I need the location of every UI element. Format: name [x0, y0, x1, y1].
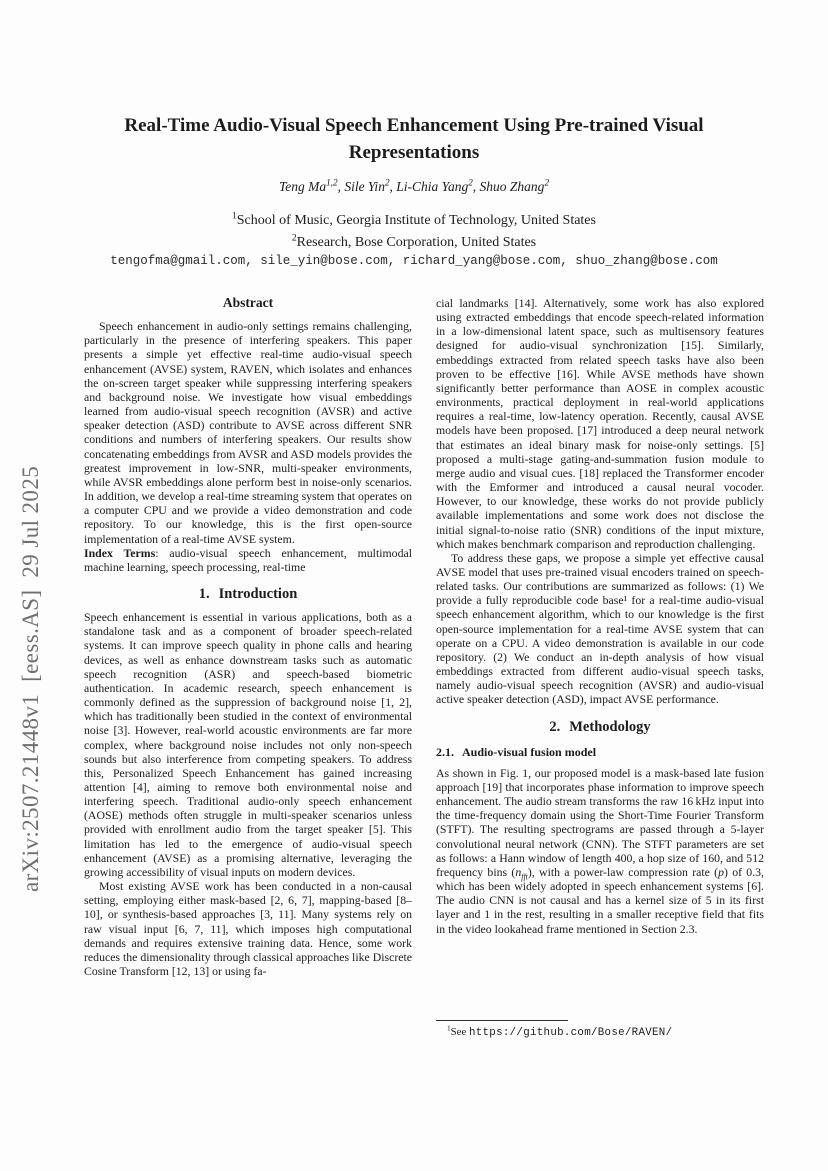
- index-terms-label: Index Terms: [84, 545, 156, 560]
- footnote: [436, 1020, 764, 1040]
- intro-heading-label: Introduction: [218, 585, 298, 602]
- fusion-model-subheading-label: Audio-visual fusion model: [462, 744, 597, 759]
- methodology-heading-label: Methodology: [569, 718, 651, 735]
- title-line-1: Real-Time Audio-Visual Speech Enhancement Using Pre-trained Visual: [124, 115, 704, 136]
- two-column-body: [84, 296, 764, 978]
- emails-line: tengofma@gmail.com, sile_yin@bose.com, richard_yang@bose.com, shuo_zhang@bose.com: [110, 254, 718, 268]
- column-left: [84, 296, 412, 978]
- footnote-marker: 1: [447, 1023, 451, 1033]
- repo-url[interactable]: https://github.com/Bose/RAVEN/: [468, 1027, 673, 1039]
- contributions-paragraph: To address these gaps, we propose a simple yet effective causal AVSE model that uses pre-trained visual encoders trained on speech-related tasks. Our contributions are summarized as follows: (1) We provide a fully reproducible code base¹ for a real-time audio-visual speech enhancement algorithm, which to our knowledge is the first open-source implementation for a real-time AVSE system that can operate on a CPU. A video demonstration is available in our code repository. (2) We conduct an in-depth analysis of how visual embeddings extracted from different audio-visual speech tasks, namely audio-visual speech recognition (AVSR) and audio-visual active speaker detection (ASD), impact AVSE performance.: [436, 550, 764, 707]
- affiliation-line-2: $^2$Research, Bose Corporation, United States: [291, 233, 537, 250]
- page-title: [0, 112, 828, 166]
- authors-line: Teng Ma$^{1,2}$, Sile Yin$^2$, Li-Chia Yang$^2$, Shuo Zhang$^2$: [278, 177, 550, 194]
- intro-paragraph-1: Speech enhancement is essential in various applications, both as a standalone task and as a component of broader speech-related systems. It can improve speech quality in phone calls and hearing devices, as well as enhance downstream tasks such as automatic speech recognition (ASR) and speech-based biometric authentication. In academic research, speech enhancement is commonly defined as the suppression of background noise [1, 2], which has traditionally been studied in the context of environmental noise [3]. However, real-world acoustic environments are far more complex, where background noise includes not only non-speech sounds but also interference from competing speakers. To address this, Personalized Speech Enhancement has gained increasing attention [4], aiming to remove both environmental noise and interfering speech. Traditional audio-only speech enhancement (AOSE) methods often struggle in multi-speaker scenarios unless provided with enrollment audio from the target speaker [5]. This limitation has led to the emergence of audio-visual speech enhancement (AVSE) as a promising alternative, leveraging the growing accessibility of visual inputs on modern devices.: [84, 610, 412, 879]
- methodology-heading-number: 2.: [549, 718, 561, 735]
- title-line-2: Representations: [348, 142, 480, 163]
- abstract-heading: Abstract: [222, 295, 274, 310]
- fusion-model-paragraph: As shown in Fig. 1, our proposed model is a mask-based late fusion approach [19] that incorporates phase information to improve speech enhancement. The audio stream transforms the raw 16 kHz input into the time-frequency domain using the Short-Time Fourier Transform (STFT). The resulting spectrograms are passed through a 5-layer convolutional neural network (CNN). The STFT parameters are set as follows: a Hann window of length 400, a hop size of 160, and 512 frequency bins $(n_{fft})$, with a power-law compression rate (p) of 0.3, which has been widely adopted in speech enhancement systems [6]. The audio CNN is not causal and has a kernel size of 5 in its first layer and 1 in the rest, resulting in a smaller receptive field that fits in the video lookahead frame mentioned in Section 2.3.: [436, 765, 764, 936]
- intro-heading-number: 1.: [198, 585, 210, 602]
- affiliations: [0, 210, 828, 254]
- abstract-text: Speech enhancement in audio-only settings remains challenging, particularly in the presence of interfering speakers. This paper presents a simple yet effective real-time audio-visual speech enhancement (AVSE) system, RAVEN, which isolates and enhances the on-screen target speaker while suppressing interfering speakers and background noise. We investigate how visual embeddings learned from audio-visual speech recognition (AVSR) and active speaker detection (ASD) contribute to AVSE across different SNR conditions and numbers of interfering speakers. Our results show concatenating embeddings from AVSR and ASD models provides the greatest improvement in low-SNR, multi-speaker environments, while AVSR embeddings alone perform best in noise-only scenarios. In addition, we develop a real-time streaming system that operates on a computer CPU and we provide a video demonstration and code repository. To our knowledge, this is the first open-source implementation of a real-time AVSE system.: [84, 319, 412, 546]
- intro-paragraph-2: Most existing AVSE work has been conducted in a non-causal setting, employing either mask-based [2, 6, 7], mapping-based [8–10], or synthesis-based approaches [3, 11]. Many systems rely on raw visual input [6, 7, 11], which imposes high computational demands and requires extensive training data. Hence, some work reduces the dimensionality through classical approaches like Discrete Cosine Transform [12, 13] or using fa-: [84, 879, 412, 979]
- intro-paragraph-2-continued: cial landmarks [14]. Alternatively, some work has also explored using extracted embeddings that encode speech-related information in a low-dimensional latent space, such as multisensory features designed for audio-visual synchronization [15]. Similarly, embeddings extracted from related speech tasks have also been proven to be effective [16]. While AVSE methods have shown significantly better performance than AOSE in complex acoustic environments, practical deployment in real-world applications requires a real-time, low-latency operation. Recently, causal AVSE models have been proposed. [17] introduced a deep neural network that estimates an ideal binary mask for noise-only settings. [5] proposed a multi-stage gating-and-summation fusion module to merge audio and visual cues. [18] replaced the Transformer encoder with the Emformer and introduced a causal neural vocoder. However, to our knowledge, these works do not provide publicly available implementations and some work does not disclose the initial signal-to-noise ratio (SNR) conditions of the input mixture, which makes benchmark comparison and reproduction challenging.: [436, 296, 764, 551]
- fusion-model-subheading: [436, 745, 764, 759]
- index-terms-list: : audio-visual speech enhancement, multimodal machine learning, speech processing, real-time: [84, 545, 412, 574]
- affiliation-line-1: $^1$School of Music, Georgia Institute of Technology, United States: [232, 211, 596, 228]
- index-terms: [84, 546, 412, 574]
- footnote-prefix: See: [450, 1026, 469, 1038]
- intro-heading: [84, 587, 412, 601]
- footnote-text: [436, 1023, 764, 1040]
- column-right: [436, 296, 764, 978]
- fusion-model-subheading-number: 2.1.: [436, 744, 454, 759]
- methodology-heading: [436, 720, 764, 734]
- arxiv-watermark-text: arXiv:2507.21448v1 [eess.AS] 29 Jul 2025: [18, 465, 43, 892]
- footnote-rule: [436, 1020, 568, 1021]
